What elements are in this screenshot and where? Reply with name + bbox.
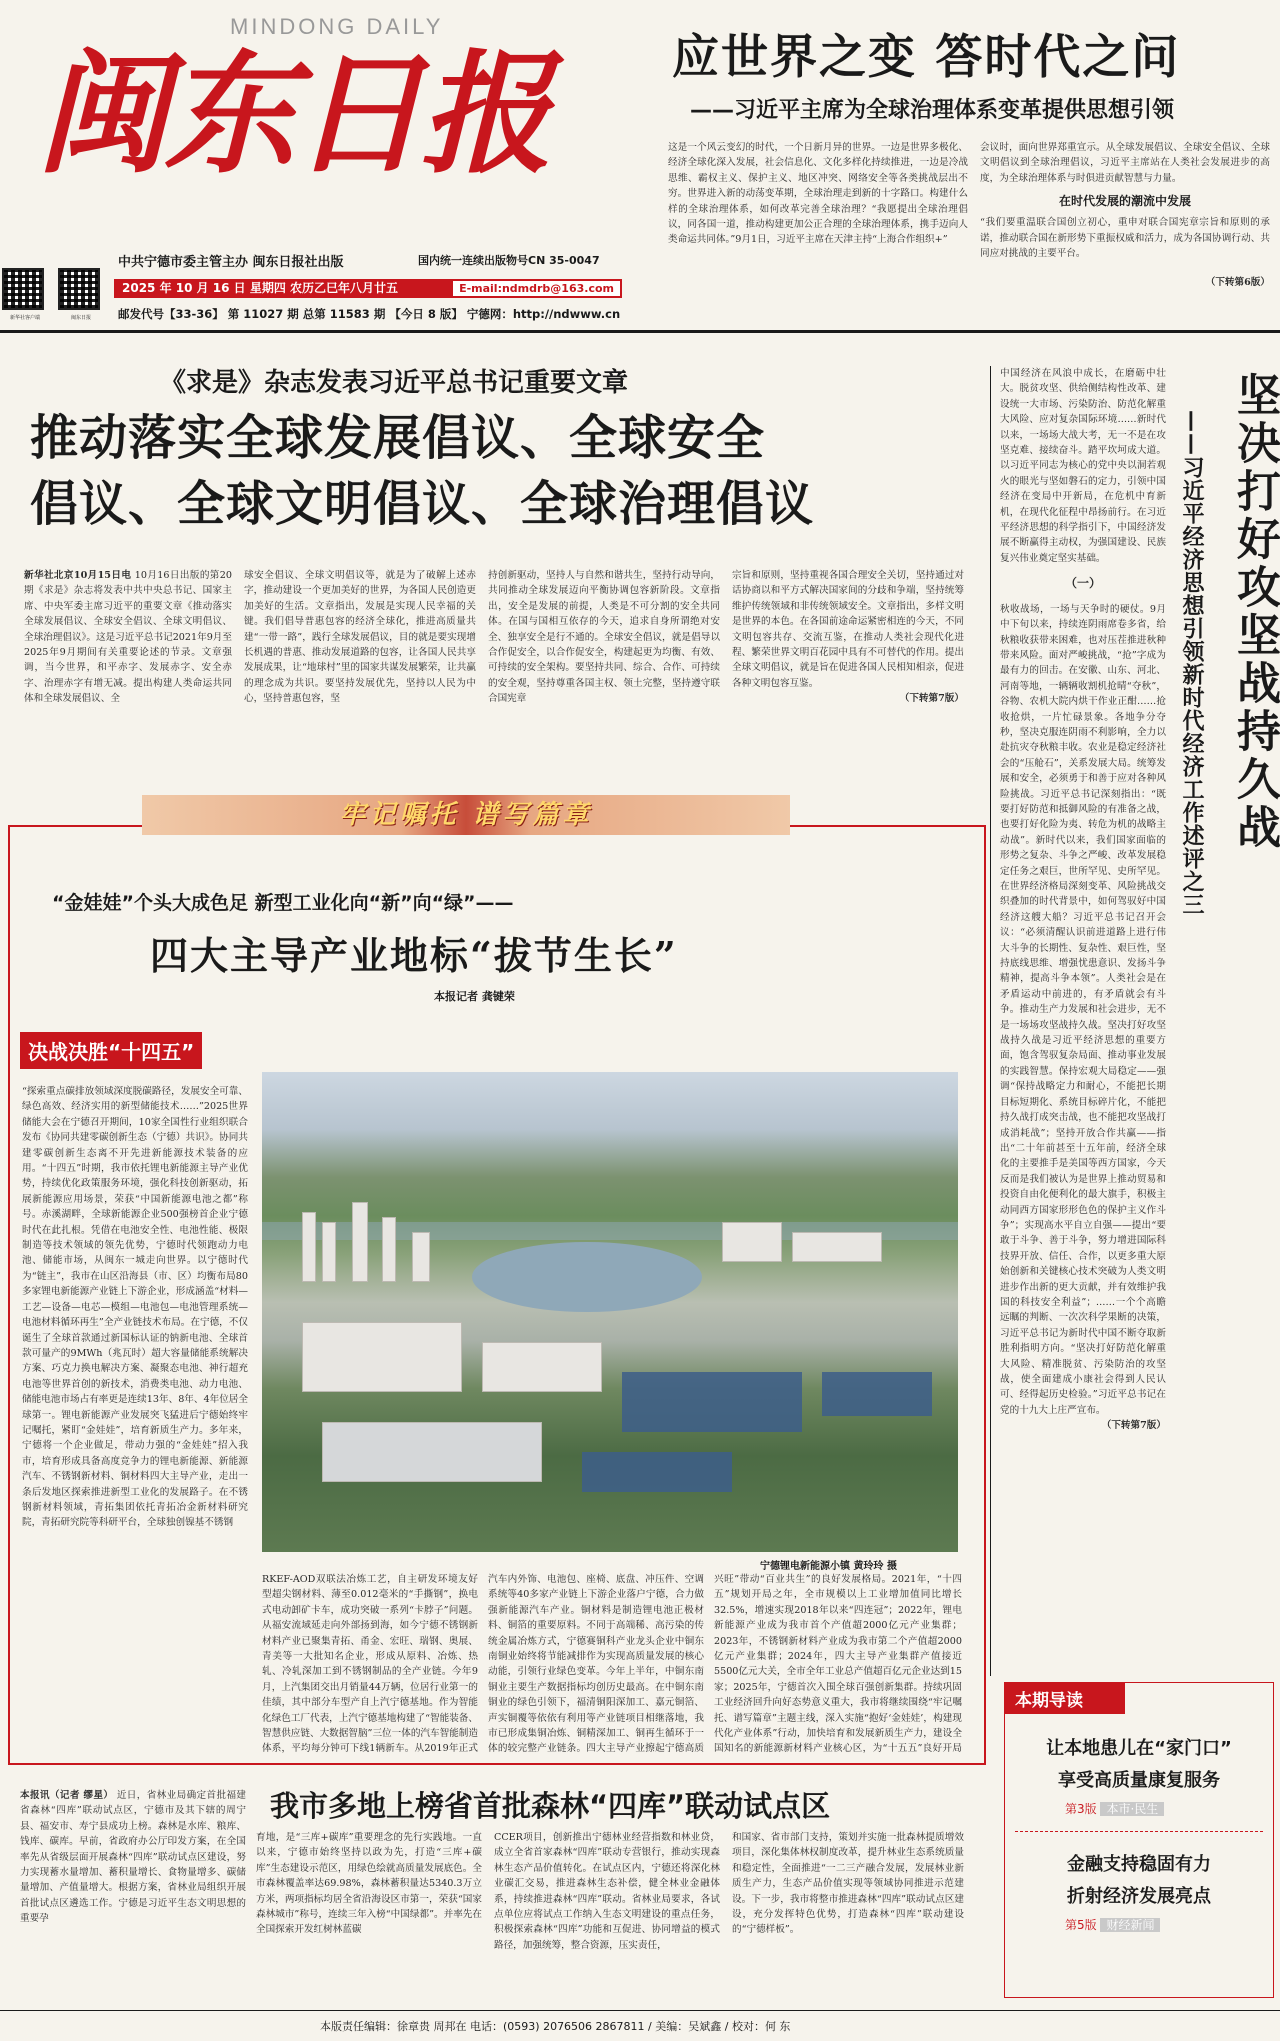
top-story-col1: 这是一个风云变幻的时代，一个日新月异的世界。一边是世界多极化、经济全球化深入发展，社会信息化、文化多样化持续推进，一边是冷战思维、霸权主义、保护主义、地区冲突、网络安全等各类挑战层出不穷。世界进入新的动荡变革期，全球治理走到新的十字路口。构建什么样的全球治理体系，如何改革完善全球治理？“我愿提出全球治理倡议，同各国一道，推动构建更加公正合理的全球治理体系，携手迈向人类命运共同体。”9月1日，习近平主席在天津主持“上海合作组织+” (668, 142, 968, 246)
lead-col4-wrap (732, 568, 964, 754)
lead-col1: 10月16日出版的第20期《求是》杂志将发表中共中央总书记、国家主席、中央军委主席习近平的重要文章《推动落实全球发展倡议、全球安全倡议、全球文明倡议、全球治理倡议》。这是习近平总书记2021年9月至2025年9月期间有关重要论述的节录。文章强调，当今世界，和平赤字、发展赤字、安全赤字、治理赤字有增无减。提出构建人类命运共同体和全球发展倡议、全 (24, 570, 232, 705)
forest-col1: 近日，省林业局确定首批福建省森林“四库”联动试点区，宁德市及其下辖的周宁县、福安市、寿宁县成功上榜。森林是水库、粮库、钱库、碳库。早前，省政府办公厅印发方案，在全国率先从省级层面开展森林“四库”联动试点区建设，努力实现蓄水量增加、蓄积量增长、食物量增多、碳储量增加、产值量增大。根据方案，省林业局组织开展首批试点区遴选工作。宁德是习近平生态文明思想的重要孕 (20, 1790, 246, 1925)
guide-item2-page: 第5版 (1065, 1918, 1097, 1932)
feature-col-m1: RKEF-AOD双联法冶炼工艺，自主研发环境友好型超尖钢材料、薄至0.012毫米的“手撕钢”，换电式电动卸矿卡车，成功突破一系列“卡脖子”问题。从福安流域延走向外部扬到海，如今宁德不锈钢新材料产业已聚集青拓、甬金、宏旺、瑞钢、奥展、青美等一大批知名企业，形成从原料、冶炼、热轧、冷轧深加工到不锈钢制品的全产业链。今年9月，上汽集团交出月销量44万辆，位居行业第一的佳绩，其中部分车型产自上汽宁德基地。作为智能化绿色工厂代表，上汽宁德基地构建了“智能装备、智慧供应链、大数据智脑”三位一体的汽车智能制造体系，平均每分钟可下线1辆新车。从2019年正式 (262, 1574, 478, 1755)
feature-banner: 牢记嘱托 谱写篇章 (142, 795, 790, 835)
feature-byline: 本报记者 龚键荣 (434, 990, 515, 1003)
photo-caption: 宁德锂电新能源小镇 黄玲玲 摄 (760, 1561, 897, 1572)
qr-code-xinhua[interactable] (2, 268, 44, 310)
guide-item1-tag: 本市·民生 (1100, 1802, 1164, 1816)
email[interactable]: E-mail:ndmdrb@163.com (453, 281, 620, 296)
guide-item1-line2[interactable]: 享受高质量康复服务 (1058, 1770, 1220, 1791)
sponsor: 中共宁德市委主管主办 闽东日报社出版 (118, 255, 344, 270)
top-story-col2-head: 在时代发展的潮流中发展 (1058, 194, 1191, 209)
issue-date: 2025 年 10 月 16 日 星期四 农历乙巳年八月廿五 (122, 281, 399, 295)
lead-turn[interactable]: （下转第7版） (899, 693, 964, 705)
footer-rule (0, 2010, 1280, 2011)
masthead-english-name: MINDONG DAILY (230, 14, 444, 39)
lead-title-1: 推动落实全球发展倡议、全球安全 (30, 410, 766, 466)
lead-byline: 新华社北京10月15日电 (24, 570, 132, 581)
forest-byline: 本报讯（记者 缪星） (20, 1790, 114, 1801)
feature-title: 四大主导产业地标“拔节生长” (150, 933, 678, 978)
lead-kicker: 《求是》杂志发表习近平总书记重要文章 (160, 368, 629, 398)
footer-credits: 本版责任编辑：徐章贵 周邦在 电话：(0593) 2076506 2867811 / 美编：吴斌鑫 / 校对：何 东 (320, 2020, 791, 2033)
lead-title-2: 倡议、全球文明倡议、全球治理倡议 (30, 476, 815, 532)
commentary-section: （一） (1064, 576, 1101, 591)
qr-label-1: 新华社客户端 (9, 315, 40, 321)
qr-code-mindong[interactable] (58, 268, 100, 310)
forest-col1-wrap (20, 1788, 246, 1992)
guide-header: 本期导读 (1005, 1683, 1125, 1714)
feature-col-m3: 兴旺”带动“百业共生”的良好发展格局。2021年，“十四五”规划开局之年，全市规模以上工业增加值同比增长32.5%，增速实现2018年以来“四连冠”；2022年，锂电新能源产业成为我市首个产值超2000亿元产业集群；2023年，不锈钢新材料产业成为我市第二个产值超2000亿元产业集群；2024年，四大主导产业集群产值接近5500亿元大关，全市全年工业总产值超百亿元企业达到15家；2025年，宁德首次入围全球百强创新集群。持续巩固工业经济回升向好态势意义重大，我市将继续围绕“牢记嘱托、谱写篇章”主题主线，深入实施“抱好‘金娃娃’，构建现代化产业体系”行动，加快培育和发展新质生产力，建设全国知名的新能源新材料产业核心区，为“十五五”良好开局 (714, 1574, 962, 1755)
top-story-col2-wrap (980, 140, 1270, 320)
qr-label-2: 闽东日报 (70, 315, 91, 321)
masthead-logo: 闽东日报 (36, 37, 548, 192)
lead-col1-wrap (24, 568, 232, 754)
feature-col-left: “探索重点碳排放领域深度脱碳路径，发展安全可靠、绿色高效、经济实用的新型储能技术……”2025世界储能大会在宁德召开期间，10家全国性行业组织联合发布《协同共建零碳创新生态（宁德）共识》。协同共建零碳创新生态离不开先进新能源技术装备的应用。“十四五”时期，我市依托锂电新能源主导产业优势，持续优化政策服务环境，强化科技创新驱动，拓展新能源应用场景，荣获“中国新能源电池之都”称号。赤溪湖畔，全球新能源企业500强榜首企业宁德时代在此扎根。凭借在电池安全性、电池性能、极限制造等技术领域的领先优势，宁德时代领跑动力电池、储能市场，从闽东一城走向世界。以宁德时代为“链主”，我市在山区沿海县（市、区）均衡布局80多家锂电新能源产业链上下游企业，形成涵盖“材料—工艺—设备—电芯—模组—电池包—电池管理系统—电池材料循环再生”全产业链技术布局。在宁德，不仅诞生了全球首款通过新国标认证的钠新电池、全球首款可量产的9MWh（兆瓦时）超大容量储能系统解决方案、巧克力换电解决方案、凝聚态电池、神行超充电池等世界首创的新技术，消费类电池、动力电池、储能电池市场占有率更是连续13年、8年、4年位居全球第一。锂电新能源产业发展突飞猛进后宁德始终牢记嘱托，紧盯“金娃娃”，培育新质生产力。多年来，宁德将一个企业做足，带动力强的“金娃娃”招入我市，培育形成具备高度竞争力的锂电新能源、新能源汽车、不锈钢新材料、铜材料四大主导产业，走出一条后发地区探索推进新型工业化的发展路子。在不锈钢新材料领域，青拓集团依托青拓冶金新材料研究院，青拓研究院等科研平台，全球独创镍基不锈钢 (22, 1086, 248, 1529)
lead-col3: 持创新驱动，坚持人与自然和谐共生，坚持行动导向，共同推动全球发展迈向平衡协调包容新阶段。文章指出，安全是发展的前提，人类是不可分割的安全共同体。在国与国相互依存的今天，追求自身所谓绝对安全、独享安全是行不通的。全球安全倡议，就是倡导以合作促安全，以合作促安全，构建起更为均衡、有效、可持续的安全架构。要坚持共同、综合、合作、可持续的安全观，坚持尊重各国主权、领土完整，坚持遵守联合国宪章 (488, 570, 720, 705)
lead-col4: 宗旨和原则，坚持重视各国合理安全关切，坚持通过对话协商以和平方式解决国家间的分歧和争端，坚持统筹维护传统领域和非传统领域安全。文章指出，多样文明是世界的本色。在各国前途命运紧密相连的今天，不同文明包容共存、交流互鉴，在推动人类社会现代化进程、繁荣世界文明百花园中具有不可替代的作用。提出全球文明倡议，就是旨在促进各国人民相知相亲，促进各种文明包容互鉴。 (732, 570, 964, 689)
postal-info: 邮发代号【33-36】 第 11027 期 总第 11583 期 【今日 8 版】 宁德网：http://ndwww.cn (118, 307, 621, 321)
top-story-col2: 会议时，面向世界郑重宣示。从全球发展倡议、全球安全倡议、全球文明倡议到全球治理倡议，习近平主席站在人类社会发展进步的高度，为全球治理体系与时俱进贡献智慧与力量。 (980, 142, 1270, 184)
guide-item2-ref (1065, 1916, 1273, 1933)
guide-item1-page: 第3版 (1065, 1802, 1097, 1816)
commentary-divider (990, 366, 991, 1676)
feature-tag: 决战决胜“十四五” (20, 1032, 202, 1069)
guide-item2-line2[interactable]: 折射经济发展亮点 (1067, 1886, 1211, 1907)
commentary-title: 坚决打好攻坚战持久战 (1229, 372, 1280, 852)
commentary-body: 秋收战场，一场与天争时的硬仗。9月中下旬以来，持续连阴雨席卷多省，给秋粮收获带来困难，也对压茬推进秋种带来风险。面对严峻挑战，“抢”字成为最有力的回击。在安徽、山东、河北、河南等地，一辆辆收割机抢晴“夺秋”，谷物、农机大院内烘干作业正酣……抢收抢烘，一片忙碌景象。各地争分夺秒，坚决克服连阴雨不利影响，全力以赴抗灾夺秋粮丰收。农业是稳定经济社会的“压舱石”，关系发展大局。统筹发展和安全，必须勇于和善于应对各种风险挑战。习近平总书记深刻指出：“既要打好防范和抵御风险的有准备之战，也要打好化险为夷、转危为机的战略主动战”。新时代以来，我们国家面临的形势之复杂、斗争之严峻、改革发展稳定任务之艰巨，世所罕见、史所罕见。在世界经济格局深刻变革、风险挑战交织叠加的时代背景中，如何驾驭好中国经济这艘大船？习近平总书记召开会议：“必须清醒认识前进道路上进行伟大斗争的长期性、复杂性、艰巨性，坚持底线思维、增强忧患意识、发扬斗争精神，提高斗争本领”。人类社会是在矛盾运动中前进的，有矛盾就会有斗争。推动生产力发展和社会进步，无不是一场场攻坚战持久战。坚决打好攻坚战持久战是习近平经济思想的重要方面，饱含驾驭复杂局面、推动事业发展的实践智慧。保持宏观大局稳定——强调“保持战略定力和耐心，不能把长期目标短期化、系统目标碎片化，不能把持久战打成突击战，也不能把攻坚战打成消耗战”；坚持开放合作共赢——指出“二十年前甚至十五年前，经济全球化的主要推手是美国等西方国家，今天反而是我们被认为是世界上推动贸易和投资自由化便利化的最大旗手，积极主动同西方国家形形色色的保护主义作斗争”；实现高水平自立自强——提出“要敢于斗争、善于斗争，努力增进国际科技界开放、信任、合作，以更多重大原始创新和关键核心技术突破为人类文明进步作出新的更大贡献，并有效维护我国的科技安全利益”；……一个个高瞻远瞩的判断、一次次科学果断的决策，习近平总书记为新时代中国不断夺取新胜利指明方向。“坚决打好防范化解重大风险、精准脱贫、污染防治的攻坚战，使全面建成小康社会得到人民认可、经得起历史检验。”习近平总书记在党的十九大上庄严宣布。 (1000, 603, 1166, 1416)
top-story-subtitle: ——习近平主席为全球治理体系变革提供思想引领 (690, 98, 1175, 123)
forest-col3: CCER项目，创新推出宁德林业经营指数和林业贷，成立全省首家森林“四库”联动专营银行，推动实现森林生态产品价值转化。在试点区内，宁德还将深化林业碳汇交易，推进森林生态补偿，健全林业金融体系，持续推进森林“四库”联动。省林业局要求，各试点单位应将试点工作纳入生态文明建设的重点任务，积极探索森林“四库”功能和互促进、协同增益的模式路径，加强统筹，整合资源，压实责任， (494, 1832, 720, 1951)
commentary-body-wrap (1000, 366, 1166, 1676)
lead-col2: 球安全倡议、全球文明倡议等，就是为了破解上述赤字，推动建设一个更加美好的世界，为各国人民创造更加美好的生活。文章指出，发展是实现人民幸福的关键。我们倡导普惠包容的经济全球化，推进高质量共建“一带一路”，践行全球发展倡议，目的就是要实现增长机遇的普惠、推动发展道路的包容，让各国人民共享发展成果，让“地球村”里的国家共谋发展繁荣，让共赢的理念成为共识。要坚持发展优先，坚持以人民为中心，坚持普惠包容，坚 (244, 570, 476, 705)
guide-item1-ref (1065, 1800, 1273, 1817)
commentary-subtitle: ——习近平经济思想引领新时代经济工作述评之三 (1179, 410, 1204, 916)
feature-kicker: “金娃娃”个头大成色足 新型工业化向“新”向“绿”—— (52, 892, 514, 914)
top-story-turn[interactable]: （下转第6版） (1205, 277, 1270, 289)
feature-photo[interactable] (262, 1072, 958, 1552)
top-story-col2b: “我们要重温联合国创立初心，重申对联合国宪章宗旨和原则的承诺，推动联合国在新形势下重振权威和活力，成为各国协调行动、共同应对挑战的主要平台。 (980, 217, 1270, 260)
date-bar (114, 279, 622, 298)
top-story-title: 应世界之变 答时代之问 (672, 30, 1181, 85)
forest-col2: 育地，是“三库+碳库”重要理念的先行实践地。一直以来，宁德市始终坚持以政为先，打造“三库+碳库”生态建设示范区，用绿色绘就高质量发展底色。全市森林覆盖率达69.98%，森林蓄积量达5340.3万立方米，两项指标均居全省沿海设区市第一，荣获“国家森林城市”称号，连续三年入榜“中国绿都”。并率先在全国探索开发红树林蓝碳 (256, 1832, 482, 1936)
guide-box (1004, 1682, 1274, 1998)
masthead-divider (0, 330, 1280, 333)
guide-divider (1015, 1831, 1263, 1832)
guide-item2-line1[interactable]: 金融支持稳固有力 (1067, 1854, 1211, 1875)
forest-col4: 和国家、省市部门支持，策划并实施一批森林提质增效项目，深化集体林权制度改革，提升林业生态系统质量和稳定性，全面推进“一二三产融合发展，发展林业新质生产力，生态产品价值实现等领域协同推进示范建设。下一步，我市将整市推进森林“四库”联动试点区建设，充分发挥特色优势，打造森林“四库”联动建设的“宁德样板”。 (732, 1832, 964, 1936)
commentary-turn[interactable]: （下转第7版） (1101, 1420, 1166, 1432)
guide-item1-line1[interactable]: 让本地患儿在“家门口” (1046, 1738, 1232, 1759)
commentary-intro: 中国经济在风浪中成长，在磨砺中壮大。脱贫攻坚、供给侧结构性改革、建设统一大市场、污染防治、防范化解重大风险、应对复杂国际环境……新时代以来，一场场大战大考，无一不是在攻坚克难、接续奋斗。踏平坎坷成大道。以习近平同志为核心的党中央以洞若观火的眼光与坚如磐石的定力，引领中国经济在变局中开新局，在危机中育新机，在现代化征程中昂扬前行。在习近平经济思想的科学指引下，中国经济发展不断赢得主动权，为强国建设、民族复兴伟业奠定坚实基础。 (1000, 368, 1166, 564)
cn-number: 国内统一连续出版物号CN 35-0047 (418, 254, 600, 267)
guide-item2-tag: 财经新闻 (1100, 1918, 1160, 1932)
forest-title: 我市多地上榜省首批森林“四库”联动试点区 (270, 1789, 831, 1823)
feature-col-m2: 汽车内外饰、电池包、座椅、底盘、冲压件、空调系统等40多家产业链上下游企业落户宁德，合力做强新能源汽车产业。铜材料是制造锂电池正极材料、铜箔的重要原料。不同于高端稀、高污染的传统金属冶炼方式，宁德赛铜科产业龙头企业中铜东南铜业始终将节能减排作为实现高质量发展的核心动能，引领行业绿色变革。今年上半年，中铜东南铜业主要生产数据指标均创历史最高。在中铜东南铜业的绿色引领下，福清铜阳深加工、嘉元铜箔、声实铜覆等依依有利用等产业链项目相继落地，我市已形成集铜冶炼、铜精深加工、铜再生循环于一体的较完整产业链条。四大主导产业擦起宁德高质 (488, 1574, 704, 1755)
